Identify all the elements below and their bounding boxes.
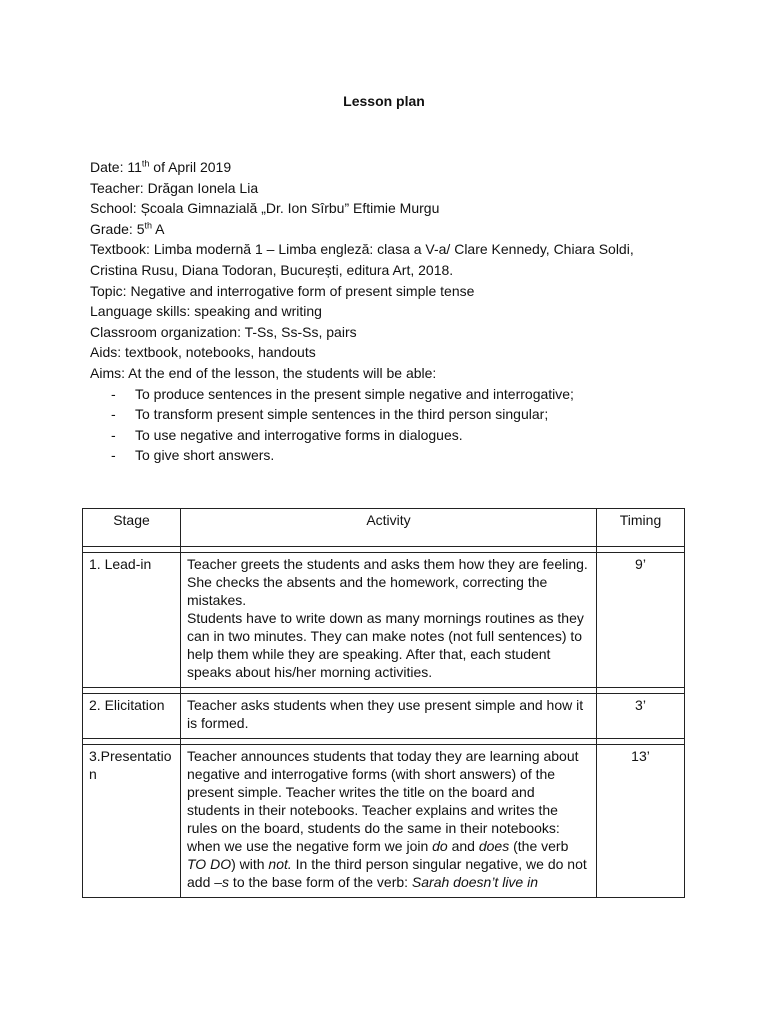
page-title: Lesson plan — [343, 93, 425, 109]
aim-text: To produce sentences in the present simple negative and interrogative; — [135, 385, 574, 402]
activity-paragraph: Students have to write down as many mornings routines as they can in two minutes. They can make notes (not full sentences) to help them while they are speaking. After that, each student speaks about his/her morning activities. — [187, 610, 584, 680]
textbook-line: Textbook: Limba modernă 1 – Limba engleză: clasa a V-a/ Clare Kennedy, Chiara Soldi, Cristina Rusu, Diana Todoran, București, editura Art, 2018. — [90, 241, 634, 278]
aims-intro: Aims: At the end of the lesson, the students will be able: — [90, 364, 437, 381]
list-item — [90, 445, 690, 466]
activity-italic: not. — [268, 856, 292, 872]
activity-text: In the third person singular negative, we do not add — [187, 856, 587, 890]
activity-italic: do — [432, 838, 448, 854]
grade-suffix: A — [152, 220, 165, 237]
header-stage: Stage — [83, 509, 181, 547]
date-superscript: th — [141, 158, 150, 169]
lesson-header — [90, 157, 690, 466]
activity-text: and — [447, 838, 479, 854]
activity-text: to the base form of the verb: — [229, 874, 412, 890]
stage-text: n — [89, 766, 97, 782]
timing-cell: 3’ — [597, 694, 685, 739]
activity-paragraph: Teacher greets the students and asks them how they are feeling. She checks the absents and the homework, correcting the mistakes. — [187, 556, 588, 608]
aids-line: Aids: textbook, notebooks, handouts — [90, 344, 316, 361]
topic-line: Topic: Negative and interrogative form of present simple tense — [90, 282, 475, 299]
date-text: Date: 11 — [90, 159, 142, 175]
dash-bullet: - — [111, 406, 116, 423]
activity-cell: Teacher asks students when they use present simple and how it is formed. — [181, 694, 597, 739]
aim-text: To use negative and interrogative forms in dialogues. — [135, 426, 463, 443]
stage-cell — [83, 745, 181, 898]
dash-bullet: - — [111, 426, 116, 443]
list-item — [90, 384, 690, 405]
grade-line — [90, 219, 690, 240]
aim-text: To transform present simple sentences in the third person singular; — [135, 406, 549, 423]
table-row — [83, 694, 685, 739]
date-suffix: of April 2019 — [149, 159, 232, 175]
dash-bullet: - — [111, 447, 116, 464]
table-row — [83, 553, 685, 688]
list-item — [90, 425, 690, 446]
table-row — [83, 745, 685, 898]
aim-text: To give short answers. — [135, 447, 275, 464]
skills-line: Language skills: speaking and writing — [90, 303, 322, 320]
activity-text: (the verb — [509, 838, 569, 854]
activity-cell — [181, 553, 597, 688]
activity-italic: TO DO — [187, 856, 232, 872]
activity-italic: –s — [214, 874, 230, 890]
stage-cell: 1. Lead-in — [83, 553, 181, 688]
activity-italic: Sarah doesn’t live in — [411, 874, 538, 890]
dash-bullet: - — [111, 385, 116, 402]
stage-text: 3.Presentatio — [89, 748, 172, 764]
table-header-row — [83, 509, 685, 547]
school-line: School: Școala Gimnazială „Dr. Ion Sîrbu” Eftimie Murgu — [90, 200, 440, 217]
list-item — [90, 404, 690, 425]
timing-cell: 13’ — [597, 745, 685, 898]
lesson-table — [82, 508, 685, 898]
teacher-line: Teacher: Drăgan Ionela Lia — [90, 179, 259, 196]
header-timing: Timing — [597, 509, 685, 547]
activity-cell — [181, 745, 597, 898]
stage-cell: 2. Elicitation — [83, 694, 181, 739]
activity-text: ) with — [231, 856, 269, 872]
grade-text: Grade: 5 — [90, 220, 145, 237]
date-line — [90, 157, 690, 178]
grade-superscript: th — [144, 220, 152, 231]
aims-list — [90, 384, 690, 466]
timing-cell: 9’ — [597, 553, 685, 688]
activity-italic: does — [478, 838, 510, 854]
activity-text: Teacher announces students that today they are learning about negative and interrogative forms (with short answers) of the present simple. Teacher writes the title on the board and students in their notebooks. Teacher explains and writes the rules on the board, students do the same in their notebooks: when we use the negative form we join — [187, 748, 579, 854]
header-activity: Activity — [181, 509, 597, 547]
organization-line: Classroom organization: T-Ss, Ss-Ss, pairs — [90, 323, 357, 340]
